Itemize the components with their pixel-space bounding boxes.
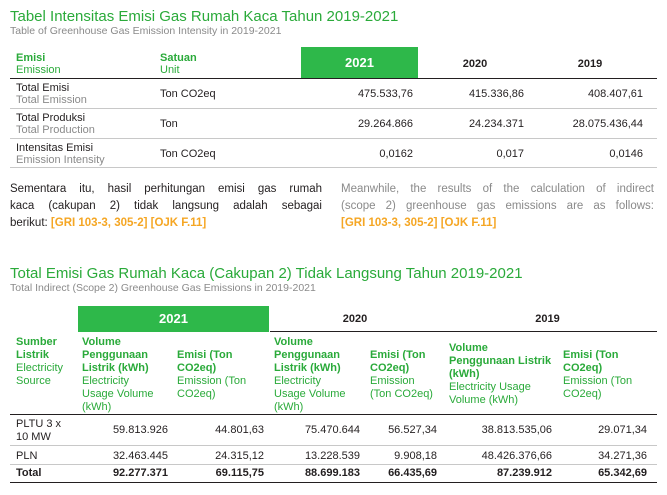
table2-header-volume-2021 — [82, 336, 154, 414]
table1-unit-cell: Ton — [160, 118, 178, 130]
hdr-line: Volume — [82, 336, 121, 348]
hdr-line-en: Volume (kWh) — [449, 394, 519, 406]
table1-year-2020-header: 2020 — [462, 58, 488, 70]
table1-header-unit-en: Unit — [160, 64, 180, 76]
table2-row-source — [16, 418, 61, 444]
para-line: Meanwhile, the results of the calculation of indirect — [341, 183, 654, 195]
table2-year-rule — [270, 331, 657, 332]
table1-year-2021-label: 2021 — [345, 55, 374, 70]
hdr-line: Emisi (Ton — [177, 349, 233, 361]
hdr-line: Listrik (kWh) — [82, 362, 149, 374]
table2-total-label: Total — [16, 467, 42, 479]
table2-title: Total Emisi Gas Rumah Kaca (Cakupan 2) Tidak Langsung Tahun 2019-2021 — [10, 265, 523, 282]
table2-em-2020: 56.527,34 — [388, 424, 437, 436]
table2-row-source: PLN — [16, 450, 38, 462]
table1-title: Tabel Intensitas Emisi Gas Rumah Kaca Tahun 2019-2021 — [10, 8, 399, 25]
hdr-line-en: Electricity — [82, 375, 130, 387]
hdr-line-en: Emission (Ton — [177, 375, 247, 387]
table2-em-2019: 34.271,36 — [598, 450, 647, 462]
hdr-line-en: (Ton CO2eq) — [370, 388, 433, 400]
hdr-line-en: Electricity — [274, 375, 322, 387]
table1-row-emission-intensity — [16, 142, 105, 166]
table2-vol-2019: 38.813.535,06 — [481, 424, 552, 436]
table1-subtitle: Table of Greenhouse Gas Emission Intensity in 2019-2021 — [10, 25, 282, 37]
hdr-line-en: CO2eq) — [563, 388, 602, 400]
table1-row-divider — [10, 167, 657, 168]
paragraph-indonesian — [10, 181, 322, 232]
source-line: 10 MW — [16, 431, 51, 443]
hdr-line: (kWh) — [449, 368, 480, 380]
table2-header-emission-2021 — [177, 349, 246, 401]
hdr-line: Emisi (Ton — [563, 349, 619, 361]
para-line: (scope 2) greenhouse gas emissions are as follows: — [341, 200, 654, 212]
table2-total-em-2019: 65.342,69 — [598, 467, 647, 479]
table2-total-vol-2021: 92.277.371 — [112, 467, 168, 479]
table1-value-2020: 24.234.371 — [468, 118, 524, 130]
gri-reference: [GRI 103-3, 305-2] [OJK F.11] — [341, 217, 497, 229]
table2-subtitle: Total Indirect (Scope 2) Greenhouse Gas Emissions in 2019-2021 — [10, 282, 316, 294]
table2-row-divider — [10, 464, 657, 465]
para-line: kaca (cakupan 2) tidak langsung adalah sebagai — [10, 200, 322, 212]
table2-year-2021-label: 2021 — [159, 311, 188, 326]
table2-total-vol-2019: 87.239.912 — [496, 467, 552, 479]
source-line: PLTU 3 x — [16, 418, 62, 430]
hdr-line-en: (kWh) — [274, 401, 304, 413]
table2-total-vol-2020: 88.699.183 — [304, 467, 360, 479]
hdr-line: Volume — [449, 342, 488, 354]
hdr-line: Penggunaan Listrik — [449, 355, 552, 367]
table1-row-divider — [10, 108, 657, 109]
hdr-line-en: Usage Volume — [82, 388, 154, 400]
para-line: Sementara itu, hasil perhitungan emisi gas rumah — [10, 183, 322, 195]
table2-total-em-2021: 69.115,75 — [215, 467, 264, 479]
row-label-id: Intensitas Emisi — [16, 142, 94, 154]
table1-value-2019: 408.407,61 — [587, 88, 643, 100]
hdr-line-en: (kWh) — [82, 401, 112, 413]
hdr-line: Volume — [274, 336, 313, 348]
table1-value-2020: 415.336,86 — [468, 88, 524, 100]
paragraph-english — [341, 181, 654, 232]
hdr-line: Listrik — [16, 349, 50, 361]
table1-unit-cell: Ton CO2eq — [160, 148, 216, 160]
table1-header-emission-id: Emisi — [16, 52, 46, 64]
hdr-line-en: Emission (Ton — [563, 375, 633, 387]
table2-vol-2021: 32.463.445 — [112, 450, 168, 462]
table2-em-2021: 24.315,12 — [215, 450, 264, 462]
row-label-id: Total Emisi — [16, 82, 70, 94]
table2-header-emission-2019 — [563, 349, 632, 401]
table2-em-2021: 44.801,63 — [215, 424, 264, 436]
hdr-line-en: CO2eq) — [177, 388, 216, 400]
table1-year-2021-header — [301, 47, 418, 78]
table1-unit-cell: Ton CO2eq — [160, 88, 216, 100]
table2-header-source — [16, 336, 63, 388]
table2-vol-2020: 13.228.539 — [304, 450, 360, 462]
table1-header-unit-id: Satuan — [160, 52, 197, 64]
table1-value-2021: 0,0162 — [379, 148, 413, 160]
table1-value-2020: 0,017 — [496, 148, 524, 160]
row-label-en: Total Emission — [16, 94, 87, 106]
para-line-text: berikut: — [10, 217, 48, 229]
table2-vol-2020: 75.470.644 — [304, 424, 360, 436]
table1-value-2019: 28.075.436,44 — [572, 118, 643, 130]
table1-value-2021: 29.264.866 — [357, 118, 413, 130]
hdr-line-en: Electricity — [16, 362, 64, 374]
table2-header-emission-2020 — [370, 349, 433, 401]
hdr-line-en: Electricity Usage — [449, 381, 531, 393]
table2-vol-2021: 59.813.926 — [112, 424, 168, 436]
hdr-line: CO2eq) — [370, 362, 410, 374]
para-line — [10, 215, 322, 232]
hdr-line: Listrik (kWh) — [274, 362, 341, 374]
table2-row-divider — [10, 445, 657, 446]
table1-value-2021: 475.533,76 — [357, 88, 413, 100]
table2-vol-2019: 48.426.376,66 — [481, 450, 552, 462]
table1-value-2019: 0,0146 — [609, 148, 643, 160]
row-label-en: Total Production — [16, 124, 95, 136]
table1-header-emission-en: Emission — [16, 64, 61, 76]
table2-header-rule — [10, 414, 657, 415]
table2-header-volume-2020 — [274, 336, 346, 414]
table2-total-em-2020: 66.435,69 — [388, 467, 437, 479]
table2-year-2020-header: 2020 — [342, 313, 368, 325]
table2-header-volume-2019 — [449, 342, 551, 407]
table1-row-divider — [10, 138, 657, 139]
table1-header-rule — [10, 78, 657, 79]
hdr-line-en: Usage Volume — [274, 388, 346, 400]
row-label-id: Total Produksi — [16, 112, 86, 124]
table2-em-2020: 9.908,18 — [394, 450, 437, 462]
table1-header-unit — [160, 52, 197, 76]
table2-year-2019-header: 2019 — [535, 313, 560, 325]
hdr-line-en: Source — [16, 375, 51, 387]
table2-bottom-rule — [10, 482, 657, 483]
hdr-line: Sumber — [16, 336, 57, 348]
table2-year-2021-header — [78, 306, 269, 332]
hdr-line: Penggunaan — [274, 349, 341, 361]
table2-em-2019: 29.071,34 — [598, 424, 647, 436]
row-label-en: Emission Intensity — [16, 154, 105, 166]
hdr-line: CO2eq) — [177, 362, 217, 374]
table1-row-total-production — [16, 112, 95, 136]
hdr-line: Penggunaan — [82, 349, 149, 361]
hdr-line: CO2eq) — [563, 362, 603, 374]
table1-year-2019-header: 2019 — [577, 58, 603, 70]
table1-header-emission — [16, 52, 61, 76]
hdr-line: Emisi (Ton — [370, 349, 426, 361]
gri-reference: [GRI 103-3, 305-2] [OJK F.11] — [50, 217, 207, 229]
table1-row-total-emission — [16, 82, 87, 106]
hdr-line-en: Emission — [370, 375, 415, 387]
